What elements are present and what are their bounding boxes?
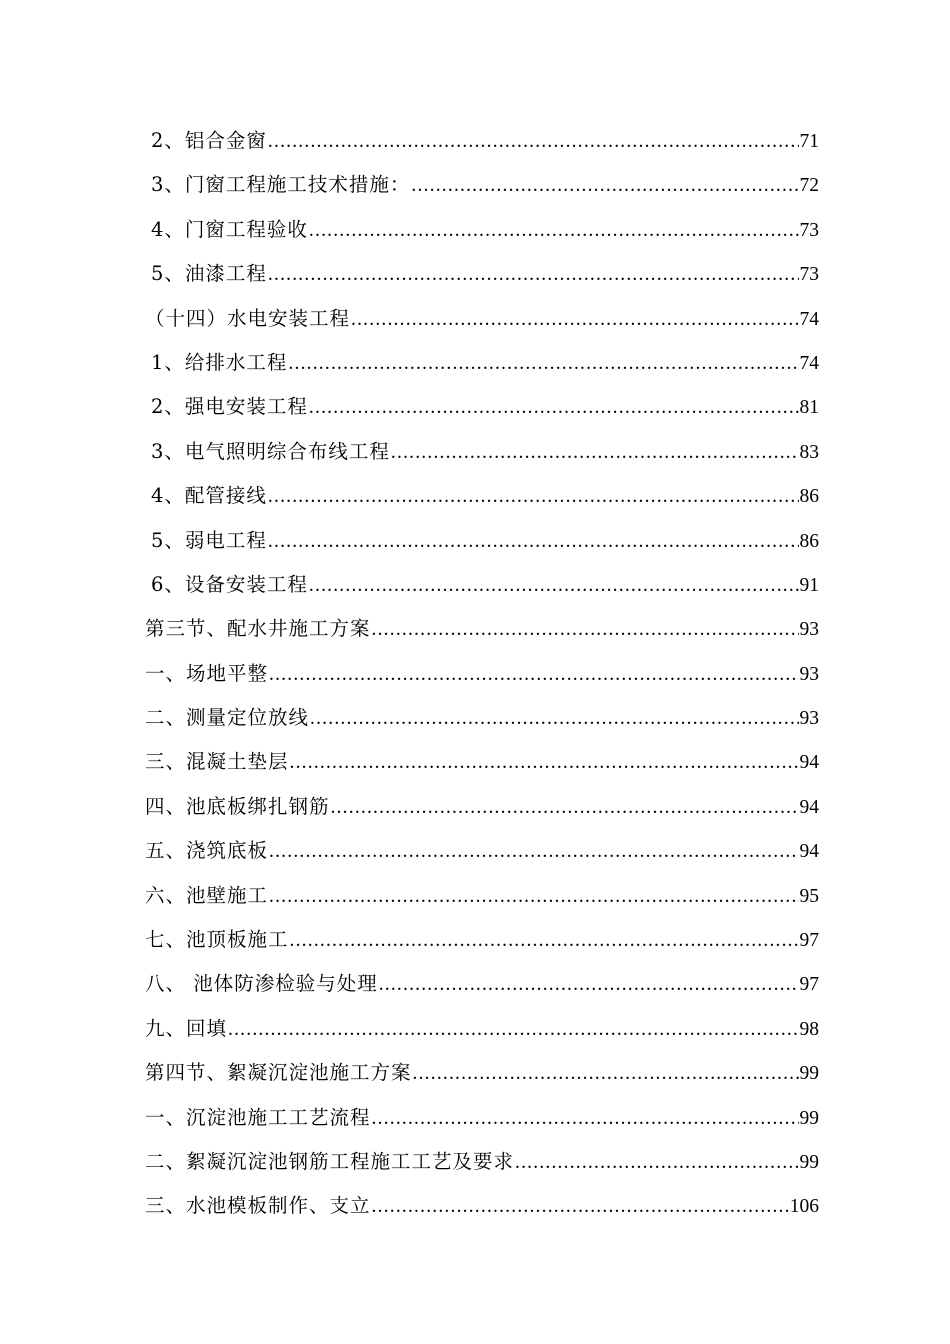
toc-entry[interactable] xyxy=(145,563,819,607)
toc-entry[interactable] xyxy=(145,874,819,918)
toc-entry[interactable] xyxy=(145,1007,819,1051)
toc-dot-leader xyxy=(268,475,799,519)
toc-entry[interactable] xyxy=(145,785,819,829)
toc-dot-leader xyxy=(515,1141,798,1185)
toc-dot-leader xyxy=(310,697,798,741)
toc-entry[interactable] xyxy=(145,430,819,474)
toc-page-number: 94 xyxy=(799,752,819,774)
toc-entry-title: 4、配管接线 xyxy=(151,484,267,508)
toc-dot-leader xyxy=(268,253,799,297)
toc-entry[interactable] xyxy=(145,163,819,207)
toc-entry[interactable] xyxy=(145,829,819,873)
toc-entry[interactable] xyxy=(145,1184,819,1228)
toc-dot-leader xyxy=(411,164,798,208)
toc-page-number: 94 xyxy=(799,796,819,818)
toc-entry[interactable] xyxy=(145,208,819,252)
toc-dot-leader xyxy=(269,875,798,919)
table-of-contents xyxy=(145,119,819,1229)
toc-dot-leader xyxy=(268,120,799,164)
toc-entry-title: 第三节、配水井施工方案 xyxy=(145,617,371,641)
toc-dot-leader xyxy=(391,431,799,475)
toc-page-number: 81 xyxy=(799,397,819,419)
toc-dot-leader xyxy=(413,1052,799,1096)
toc-entry[interactable] xyxy=(145,519,819,563)
toc-entry[interactable] xyxy=(145,740,819,784)
toc-dot-leader xyxy=(268,520,799,564)
toc-entry[interactable] xyxy=(145,1140,819,1184)
toc-entry-title: （十四）水电安装工程 xyxy=(145,306,351,330)
toc-entry-title: 6、设备安装工程 xyxy=(151,572,308,596)
toc-page-number: 73 xyxy=(799,264,819,286)
toc-dot-leader xyxy=(331,786,799,830)
toc-page-number: 97 xyxy=(799,974,819,996)
toc-entry-title: 二、絮凝沉淀池钢筋工程施工工艺及要求 xyxy=(145,1149,515,1173)
toc-entry[interactable] xyxy=(145,385,819,429)
toc-entry[interactable] xyxy=(145,696,819,740)
toc-dot-leader xyxy=(309,564,799,608)
toc-page-number: 94 xyxy=(799,841,819,863)
toc-entry[interactable] xyxy=(145,652,819,696)
toc-entry[interactable] xyxy=(145,119,819,163)
toc-page-number: 95 xyxy=(799,885,819,907)
toc-entry[interactable] xyxy=(145,607,819,651)
toc-entry-title: 九、回填 xyxy=(145,1016,228,1040)
toc-page-number: 74 xyxy=(799,352,819,374)
toc-entry-title: 七、池顶板施工 xyxy=(145,928,289,952)
toc-page-number: 74 xyxy=(799,308,819,330)
toc-entry-title: 二、测量定位放线 xyxy=(145,706,310,730)
toc-dot-leader xyxy=(309,386,799,430)
toc-dot-leader xyxy=(379,963,799,1007)
toc-entry-title: 四、池底板绑扎钢筋 xyxy=(145,794,330,818)
toc-page-number: 93 xyxy=(799,708,819,730)
toc-entry[interactable] xyxy=(145,918,819,962)
toc-entry-title: 三、混凝土垫层 xyxy=(145,750,289,774)
toc-entry[interactable] xyxy=(145,1051,819,1095)
toc-entry-title: 一、场地平整 xyxy=(145,661,269,685)
toc-page-number: 99 xyxy=(799,1063,819,1085)
toc-page-number: 99 xyxy=(799,1107,819,1129)
toc-entry-title: 5、油漆工程 xyxy=(151,262,267,286)
toc-dot-leader xyxy=(290,919,799,963)
toc-entry-title: 2、铝合金窗 xyxy=(151,129,267,152)
toc-entry-title: 3、门窗工程施工技术措施： xyxy=(151,173,411,197)
toc-dot-leader xyxy=(372,1097,799,1141)
toc-entry-title: 3、电气照明综合布线工程 xyxy=(151,439,390,463)
toc-entry[interactable] xyxy=(145,1096,819,1140)
toc-entry[interactable] xyxy=(145,297,819,341)
toc-page-number: 99 xyxy=(799,1151,819,1173)
toc-page-number: 71 xyxy=(799,131,819,152)
toc-entry-title: 5、弱电工程 xyxy=(151,528,267,552)
toc-dot-leader xyxy=(290,741,799,785)
toc-entry[interactable] xyxy=(145,252,819,296)
toc-dot-leader xyxy=(269,830,798,874)
toc-page-number: 93 xyxy=(799,619,819,641)
toc-dot-leader xyxy=(372,608,799,652)
toc-page-number: 106 xyxy=(789,1196,819,1218)
toc-entry-title: 第四节、絮凝沉淀池施工方案 xyxy=(145,1061,412,1085)
toc-page-number: 83 xyxy=(799,441,819,463)
toc-entry-title: 4、门窗工程验收 xyxy=(151,217,308,241)
toc-entry-title: 八、 池体防渗检验与处理 xyxy=(145,972,378,996)
toc-entry[interactable] xyxy=(145,341,819,385)
toc-entry-title: 五、浇筑底板 xyxy=(145,839,269,863)
toc-dot-leader xyxy=(269,653,798,697)
toc-entry-title: 1、给排水工程 xyxy=(151,350,288,374)
toc-page-number: 91 xyxy=(799,574,819,596)
toc-entry-title: 2、强电安装工程 xyxy=(151,395,308,419)
toc-dot-leader xyxy=(309,209,799,253)
toc-page-number: 97 xyxy=(799,930,819,952)
toc-dot-leader xyxy=(288,342,798,386)
toc-page-number: 86 xyxy=(799,486,819,508)
toc-page-number: 86 xyxy=(799,530,819,552)
toc-entry[interactable] xyxy=(145,962,819,1006)
toc-page-number: 73 xyxy=(799,219,819,241)
toc-page-number: 98 xyxy=(799,1018,819,1040)
toc-entry-title: 六、池壁施工 xyxy=(145,883,269,907)
toc-dot-leader xyxy=(351,298,798,342)
toc-page-number: 93 xyxy=(799,663,819,685)
toc-dot-leader xyxy=(372,1185,789,1229)
toc-page-number: 72 xyxy=(799,175,819,197)
toc-entry[interactable] xyxy=(145,474,819,518)
toc-dot-leader xyxy=(228,1008,798,1052)
toc-entry-title: 三、水池模板制作、支立 xyxy=(145,1194,371,1218)
toc-entry-title: 一、沉淀池施工工艺流程 xyxy=(145,1105,371,1129)
